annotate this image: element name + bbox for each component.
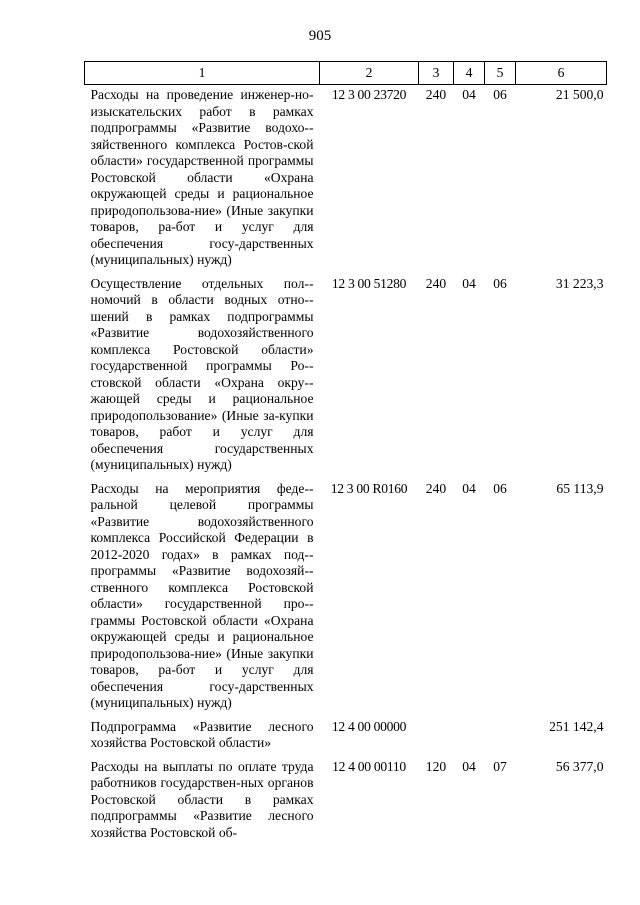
row-section: 04 bbox=[462, 480, 476, 496]
table-row bbox=[85, 759, 607, 849]
column-header-type: 3 bbox=[419, 62, 454, 85]
column-header-subsection: 5 bbox=[485, 62, 516, 85]
column-header-description: 1 bbox=[85, 62, 320, 85]
table-row bbox=[85, 276, 607, 481]
table-row bbox=[85, 719, 607, 759]
row-subsection: 06 bbox=[493, 87, 507, 102]
row-sum: 56 377,0 bbox=[555, 758, 604, 774]
column-header-section: 4 bbox=[454, 62, 485, 85]
page-number: 905 bbox=[308, 28, 332, 44]
table-row bbox=[85, 85, 607, 276]
column-header-code: 2 bbox=[320, 62, 419, 85]
row-description: Расходы на мероприятия феде-ральной целевой программы «Развитие водохозяйственного комплекса Российской Федерации в 2012-2020 годах» в рамках под-программы «Развитие водохозяй-ственного комплекса Ростовской области» государственной про-граммы Ростовской области «Охрана окружающей среды и рациональное природопользова-ние» (Иные закупки товаров, ра-бот и услуг для обеспечения госу-дарственных (муниципальных) нужд) bbox=[90, 480, 314, 710]
row-sum: 65 113,9 bbox=[556, 480, 604, 496]
row-description: Осуществление отдельных пол-номочий в области водных отно-шений в рамках подпрограммы «Развитие водохозяйственного комплекса Ростовской области» государственной программы Ро-стовской области «Охрана окру-жающей среды и рациональное природопользование» (Иные за-купки товаров, работ и услуг для обеспечения государственных (муниципальных) нужд) bbox=[90, 275, 314, 472]
row-section: 04 bbox=[462, 275, 476, 291]
row-section bbox=[454, 719, 485, 759]
row-subsection: 07 bbox=[493, 758, 507, 774]
row-description: Подпрограмма «Развитие лесного хозяйства Ростовской области» bbox=[90, 718, 314, 750]
row-code: 12 4 00 00110 bbox=[332, 758, 406, 774]
row-code: 12 3 00 51280 bbox=[331, 275, 407, 291]
row-expense-type bbox=[419, 719, 454, 759]
row-sum: 31 223,3 bbox=[555, 275, 604, 291]
budget-table bbox=[84, 61, 607, 848]
row-code: 12 4 00 00000 bbox=[331, 718, 407, 734]
table-header-row bbox=[85, 62, 607, 85]
row-sum: 251 142,4 bbox=[549, 718, 604, 734]
row-code: 12 3 00 R0160 bbox=[330, 480, 408, 496]
table-row bbox=[85, 481, 607, 719]
row-expense-type: 120 bbox=[425, 758, 447, 774]
row-expense-type: 240 bbox=[425, 480, 447, 496]
row-expense-type: 240 bbox=[425, 87, 447, 102]
row-description: Расходы на выплаты по оплате труда работников государствен-ных органов Ростовской области в рамках подпрограммы «Развитие лесного хозяйства Ростовской об- bbox=[90, 758, 314, 840]
row-subsection bbox=[485, 719, 516, 759]
row-section: 04 bbox=[462, 87, 476, 102]
column-header-sum: 6 bbox=[516, 62, 607, 85]
row-sum: 21 500,0 bbox=[555, 87, 604, 102]
row-description: Расходы на проведение инженер-но-изыскательских работ в рамках подпрограммы «Развитие водохо-зяйственного комплекса Ростов-ской области» государственной программы Ростовской области «Охрана окружающей среды и рациональное природопользова-ние» (Иные закупки товаров, ра-бот и услуг для обеспечения госу-дарственных (муниципальных) нужд) bbox=[90, 87, 314, 267]
row-code: 12 3 00 23720 bbox=[331, 87, 407, 102]
row-section: 04 bbox=[462, 758, 476, 774]
row-subsection: 06 bbox=[493, 480, 507, 496]
row-expense-type: 240 bbox=[425, 275, 447, 291]
row-subsection: 06 bbox=[493, 275, 507, 291]
